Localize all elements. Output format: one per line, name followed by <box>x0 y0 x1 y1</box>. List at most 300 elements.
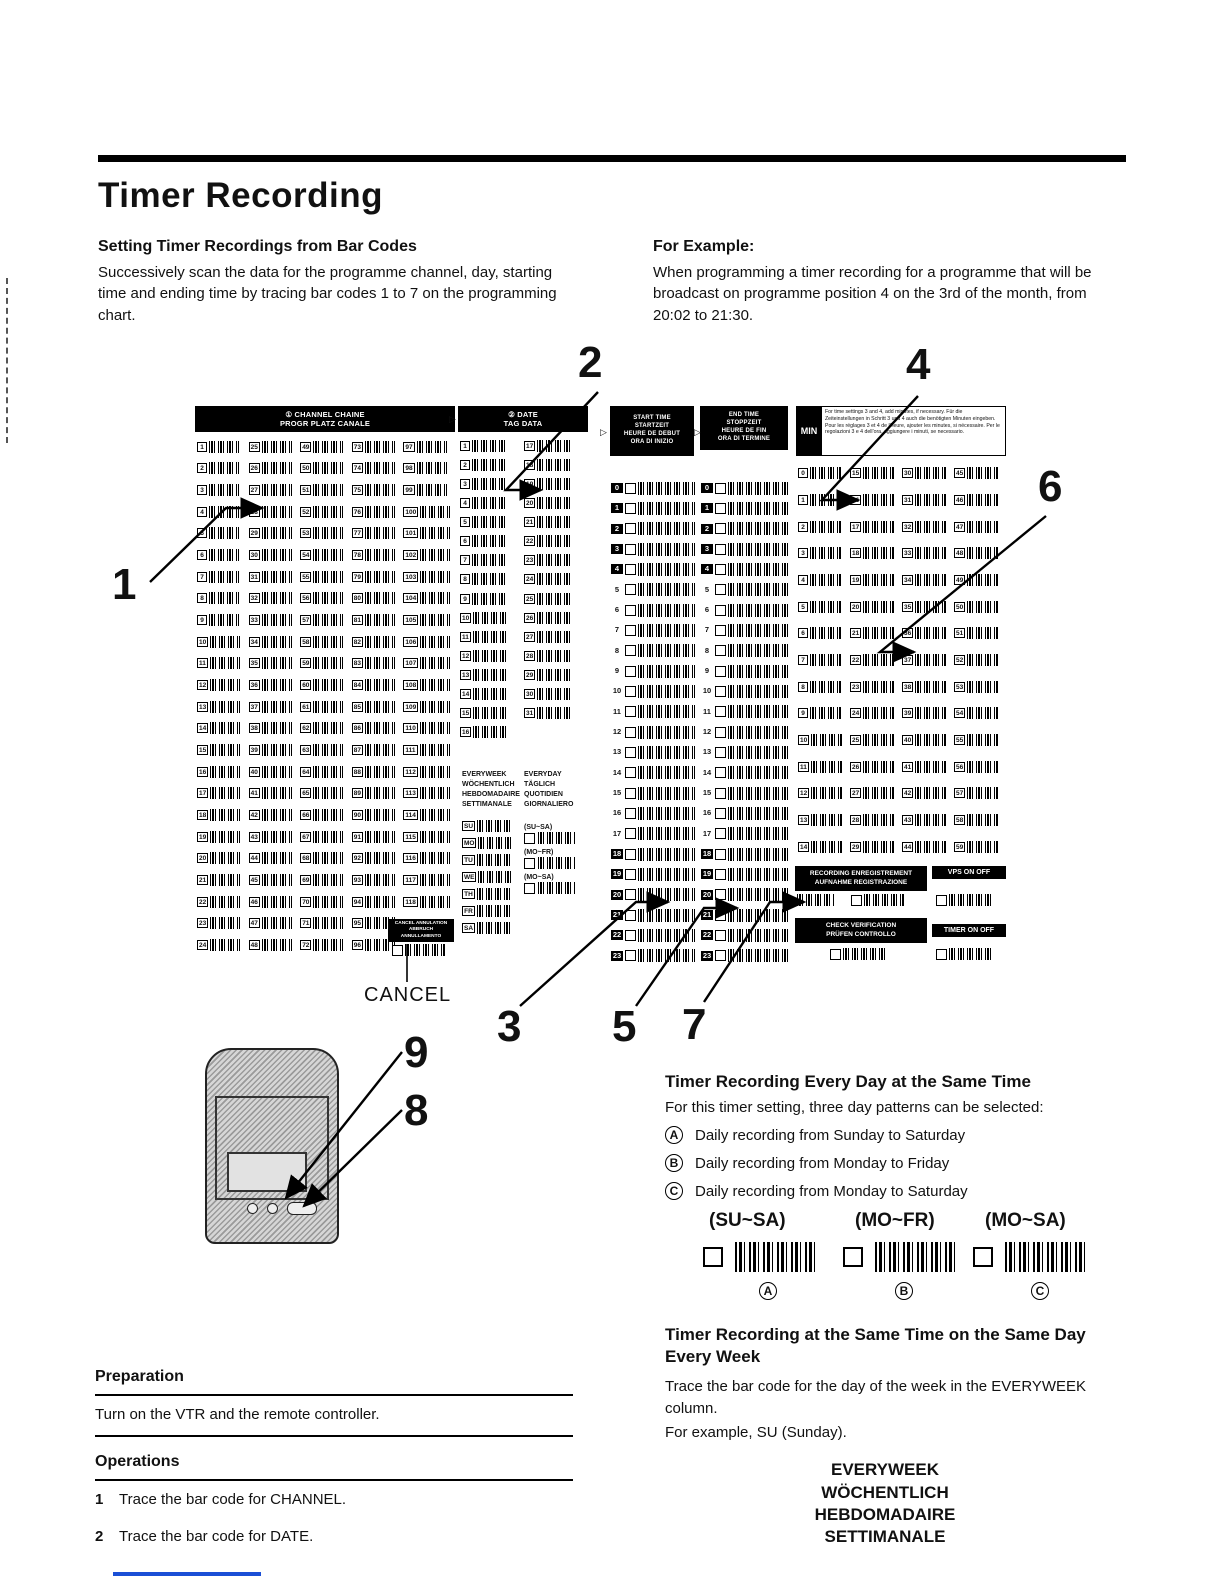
checkbox <box>625 686 636 697</box>
barcode-cell <box>524 513 588 532</box>
barcode-cell <box>524 723 588 742</box>
barcode-cell <box>300 783 352 805</box>
barcode <box>420 527 450 539</box>
cancel-barcode-label: CANCEL ANNULATION ABBRUCH ANNULLAMENTO <box>388 919 454 942</box>
checkbox <box>715 889 726 900</box>
barcode-cell <box>460 608 524 627</box>
barcode-cell <box>798 513 850 540</box>
barcode <box>967 467 999 479</box>
barcode <box>967 734 999 746</box>
checkbox <box>715 950 726 961</box>
barcode-cell <box>524 474 588 493</box>
barcode-cell <box>902 807 954 834</box>
barcode <box>262 679 292 691</box>
cell-number: 56 <box>302 595 310 603</box>
barcode <box>537 688 573 700</box>
cell-number: 113 <box>405 790 416 798</box>
cell-number: 109 <box>405 703 417 711</box>
barcode <box>477 820 511 832</box>
barcode-cell <box>352 891 404 913</box>
barcode <box>967 547 999 559</box>
barcode-cell <box>611 885 695 905</box>
barcode <box>967 627 999 639</box>
cell-number: 11 <box>462 633 469 641</box>
checkbox <box>715 666 726 677</box>
barcode <box>638 563 695 576</box>
cell-number: 23 <box>526 557 534 565</box>
barcode <box>638 766 695 779</box>
barcode <box>313 787 343 799</box>
cell-number: 24 <box>852 710 860 718</box>
barcode <box>967 521 999 533</box>
remote-controller-illustration <box>205 1048 339 1244</box>
barcode <box>728 848 789 861</box>
barcode-cell <box>850 753 902 780</box>
barcode-cell <box>352 696 404 718</box>
barcode-cell <box>403 458 455 480</box>
pattern-key: C <box>1031 1282 1049 1300</box>
barcode <box>915 761 947 773</box>
barcode-cell <box>249 783 301 805</box>
cell-number: 1 <box>701 503 713 513</box>
cell-number: 65 <box>302 790 310 798</box>
cell-number: 22 <box>852 656 860 664</box>
cell-number: 6 <box>704 605 710 615</box>
barcode-cell <box>701 946 789 966</box>
checkbox <box>625 564 636 575</box>
cell-number: 3 <box>701 544 713 554</box>
pattern-barcode-group <box>843 1242 957 1272</box>
cell-number: 24 <box>526 576 534 584</box>
cell-number: 38 <box>250 725 258 733</box>
barcode-cell <box>954 727 1006 754</box>
cell-number: 25 <box>852 736 860 744</box>
barcode <box>365 722 395 734</box>
end-time-panel-header <box>700 406 788 450</box>
cell-number: 88 <box>353 768 362 776</box>
barcode <box>365 549 395 561</box>
cell-number: 57 <box>956 790 964 798</box>
barcode <box>915 627 947 639</box>
barcode <box>420 506 450 518</box>
cell-number: 59 <box>956 843 964 851</box>
barcode <box>210 722 240 734</box>
checkbox <box>715 544 726 555</box>
barcode <box>262 549 292 561</box>
barcode <box>313 766 343 778</box>
cell-number: 64 <box>302 768 310 776</box>
barcode-cell <box>249 436 301 458</box>
everyweek-body2: For example, SU (Sunday). <box>665 1423 847 1441</box>
barcode <box>728 624 789 637</box>
barcode <box>728 949 789 962</box>
barcode-cell <box>300 869 352 891</box>
weekday-barcode-cell <box>462 871 512 883</box>
callout-8: 8 <box>404 1086 429 1135</box>
cell-number: 117 <box>405 877 416 885</box>
barcode-cell <box>300 826 352 848</box>
barcode <box>638 583 695 596</box>
intro-right-heading: For Example: <box>653 238 755 255</box>
barcode-cell <box>850 807 902 834</box>
cell-number: 23 <box>702 950 712 960</box>
cell-number: 3 <box>460 479 470 489</box>
barcode <box>420 657 450 669</box>
barcode <box>313 657 343 669</box>
cell-number: 29 <box>526 672 534 680</box>
cell-number: 17 <box>702 828 712 838</box>
barcode-cell <box>352 523 404 545</box>
barcode-cell <box>701 885 789 905</box>
cell-number: 26 <box>250 465 258 473</box>
barcode <box>365 657 395 669</box>
barcode <box>863 654 895 666</box>
barcode <box>262 657 292 669</box>
panel-arrow-icon: ▷ <box>694 427 701 437</box>
barcode-cell <box>300 913 352 935</box>
cell-number: 36 <box>904 630 912 638</box>
barcode <box>638 644 695 657</box>
option-text: Daily recording from Sunday to Saturday <box>695 1126 966 1144</box>
barcode-cell <box>954 567 1006 594</box>
checkbox <box>715 706 726 717</box>
scan-artifact-blue-line <box>113 1572 261 1576</box>
cell-number: 6 <box>197 550 207 560</box>
barcode-cell <box>300 718 352 740</box>
barcode-cell <box>611 600 695 620</box>
weekday-label: FR <box>462 906 475 916</box>
barcode <box>210 701 240 713</box>
cell-number: 15 <box>612 788 622 798</box>
barcode-cell <box>798 833 850 860</box>
barcode <box>262 917 292 929</box>
intro-right-body: When programming a timer recording for a programme that will be broadcast on programme position 4 on the 3rd of the month, from 20:02 to 21:30. <box>653 264 1092 324</box>
barcode <box>262 939 292 951</box>
barcode <box>365 766 395 778</box>
barcode <box>728 787 789 800</box>
barcode-cell <box>300 631 352 653</box>
barcode <box>728 685 789 698</box>
everyweek-words-line: EVERYWEEK <box>462 771 507 778</box>
barcode <box>863 601 895 613</box>
cell-number: 10 <box>612 686 622 696</box>
barcode <box>210 831 240 843</box>
barcode-cell <box>197 588 249 610</box>
barcode <box>313 722 343 734</box>
barcode-cell <box>902 513 954 540</box>
barcode-cell <box>524 436 588 455</box>
cell-number: 12 <box>702 727 712 737</box>
cell-number: 18 <box>852 550 860 558</box>
barcode-cell <box>954 513 1006 540</box>
day-pattern <box>524 849 588 869</box>
barcode <box>728 644 789 657</box>
barcode <box>262 787 292 799</box>
cell-number: 5 <box>197 528 207 538</box>
barcode <box>313 917 343 929</box>
barcode <box>365 896 395 908</box>
barcode <box>210 636 240 648</box>
barcode <box>365 744 395 756</box>
barcode <box>638 787 695 800</box>
checkbox <box>715 605 726 616</box>
cell-number: 74 <box>353 465 362 473</box>
barcode <box>537 440 573 452</box>
barcode <box>810 627 842 639</box>
barcode-cell <box>902 487 954 514</box>
cell-number: 7 <box>798 655 808 665</box>
barcode-cell <box>902 620 954 647</box>
everyday-words <box>524 770 586 811</box>
checkbox <box>715 645 726 656</box>
barcode <box>210 679 240 691</box>
cell-number: 0 <box>701 483 713 493</box>
barcode-cell <box>798 727 850 754</box>
cell-number: 82 <box>353 638 362 646</box>
cell-number: 24 <box>199 942 207 950</box>
cell-number: 26 <box>526 614 534 622</box>
option-text: Daily recording from Monday to Saturday <box>695 1182 968 1200</box>
barcode-cell <box>197 848 249 870</box>
weekday-label: TU <box>462 855 475 865</box>
cell-number: 76 <box>353 508 362 516</box>
cell-number: 15 <box>462 710 470 718</box>
cell-number: 6 <box>460 536 470 546</box>
barcode <box>538 832 576 844</box>
cell-number: 116 <box>405 855 416 863</box>
barcode-cell <box>611 844 695 864</box>
checkbox <box>625 747 636 758</box>
cell-number: 39 <box>250 747 258 755</box>
cell-number: 103 <box>405 573 417 581</box>
cell-number: 5 <box>798 602 808 612</box>
start-time-panel-header-line: ORA DI INIZIO <box>630 438 674 445</box>
barcode-cell <box>460 685 524 704</box>
barcode <box>420 614 450 626</box>
barcode-cell <box>954 807 1006 834</box>
pattern-keys-row <box>665 1282 1105 1306</box>
barcode <box>863 627 895 639</box>
weekday-barcode-cell <box>462 854 512 866</box>
cell-number: 54 <box>956 710 964 718</box>
barcode <box>537 516 573 528</box>
barcode <box>967 787 999 799</box>
barcode-cell <box>403 479 455 501</box>
cell-number: 9 <box>614 666 620 676</box>
barcode-cell <box>197 761 249 783</box>
barcode-cell <box>701 864 789 884</box>
cell-number: 19 <box>526 480 534 488</box>
cell-number: 72 <box>302 942 310 950</box>
cell-number: 2 <box>611 524 623 534</box>
cell-number: 40 <box>250 768 258 776</box>
barcode <box>420 787 450 799</box>
barcode <box>420 571 450 583</box>
barcode-cell <box>249 479 301 501</box>
barcode-cell <box>249 848 301 870</box>
barcode-cell <box>611 824 695 844</box>
intro-left <box>98 238 576 326</box>
weekday-label: SU <box>464 823 474 830</box>
barcode-cell <box>352 631 404 653</box>
barcode <box>365 852 395 864</box>
barcode-cell <box>460 436 524 455</box>
barcode-cell <box>902 753 954 780</box>
everyweek-words-block-line: HEBDOMADAIRE <box>814 1504 956 1524</box>
barcode-cell <box>524 646 588 665</box>
barcode <box>863 841 895 853</box>
barcode-cell <box>460 627 524 646</box>
barcode-cell <box>902 727 954 754</box>
barcode <box>537 631 573 643</box>
cell-number: 48 <box>250 942 258 950</box>
barcode-cell <box>611 803 695 823</box>
barcode-cell <box>300 501 352 523</box>
barcode-cell <box>611 641 695 661</box>
cell-number: 69 <box>302 877 310 885</box>
barcode-cell <box>249 696 301 718</box>
cell-number: 61 <box>302 703 310 711</box>
checkbox <box>715 747 726 758</box>
barcode-cell <box>460 551 524 570</box>
weekday-column <box>462 820 512 934</box>
cell-number: 5 <box>614 584 620 594</box>
cell-number: 11 <box>800 763 807 771</box>
barcode <box>262 441 292 453</box>
barcode <box>638 685 695 698</box>
barcode-cell <box>249 566 301 588</box>
cell-number: 52 <box>302 508 310 516</box>
barcode <box>473 612 509 624</box>
barcode-cell <box>611 864 695 884</box>
barcode-cell <box>249 588 301 610</box>
cell-number: 4 <box>701 564 713 574</box>
barcode-cell <box>249 653 301 675</box>
barcode-cell <box>850 833 902 860</box>
barcode-cell <box>611 559 695 579</box>
barcode-cell <box>300 653 352 675</box>
pattern-label: (MO~SA) <box>985 1210 1066 1231</box>
cell-number: 12 <box>612 727 622 737</box>
callout-5: 5 <box>612 1002 637 1051</box>
cell-number: 21 <box>852 630 860 638</box>
cell-number: 42 <box>250 812 258 820</box>
cell-number: 46 <box>956 496 964 504</box>
barcode-cell <box>611 783 695 803</box>
barcode <box>420 679 450 691</box>
cell-number: 47 <box>250 920 258 928</box>
barcode <box>638 888 695 901</box>
barcode-cell <box>701 925 789 945</box>
checkbox <box>843 1247 863 1267</box>
cell-number: 11 <box>703 706 711 716</box>
barcode <box>638 543 695 556</box>
cell-number: 97 <box>405 443 413 451</box>
everyweek-words-line: SETTIMANALE <box>462 801 512 809</box>
step-number: 1 <box>95 1491 104 1508</box>
cell-number: 19 <box>199 833 207 841</box>
barcode <box>365 527 395 539</box>
barcode-cell <box>403 804 455 826</box>
checkbox <box>625 605 636 616</box>
barcode <box>262 874 292 886</box>
checkbox <box>715 686 726 697</box>
barcode <box>864 894 904 906</box>
barcode <box>473 631 509 643</box>
barcode <box>473 707 509 719</box>
vps-header: VPS ON OFF <box>932 866 1006 879</box>
remote-button-icon <box>247 1203 258 1214</box>
cell-number: 50 <box>302 465 310 473</box>
barcode <box>210 809 240 821</box>
barcode-cell <box>850 513 902 540</box>
intro-left-heading: Setting Timer Recordings from Bar Codes <box>98 238 417 255</box>
barcode-cell <box>611 722 695 742</box>
barcode <box>843 948 887 960</box>
cell-number: 22 <box>612 930 622 940</box>
barcode-cell <box>300 458 352 480</box>
barcode-cell <box>197 826 249 848</box>
cell-number: 86 <box>353 725 362 733</box>
barcode <box>365 462 395 474</box>
barcode <box>728 766 789 779</box>
barcode-cell <box>850 540 902 567</box>
barcode <box>365 571 395 583</box>
min-grid <box>798 460 1006 860</box>
barcode <box>262 701 292 713</box>
barcode <box>210 917 240 929</box>
barcode-cell <box>798 620 850 647</box>
barcode <box>365 614 395 626</box>
cell-number: 51 <box>302 487 310 495</box>
barcode-cell <box>197 783 249 805</box>
barcode-cell <box>403 848 455 870</box>
barcode-cell <box>701 783 789 803</box>
barcode <box>967 761 999 773</box>
cell-number: 13 <box>612 747 622 757</box>
barcode <box>313 874 343 886</box>
cell-number: 20 <box>702 889 712 899</box>
cell-number: 2 <box>798 522 808 532</box>
cell-number: 26 <box>852 763 860 771</box>
checkbox <box>625 483 636 494</box>
cell-number: 21 <box>199 877 207 885</box>
barcode <box>915 734 947 746</box>
cell-number: 1 <box>197 442 207 452</box>
cell-number: 1 <box>611 503 623 513</box>
barcode <box>420 701 450 713</box>
barcode <box>262 852 292 864</box>
barcode-cell <box>850 487 902 514</box>
cell-number: 32 <box>904 523 912 531</box>
barcode-cell <box>798 460 850 487</box>
cell-number: 112 <box>405 768 416 776</box>
cell-number: 7 <box>460 555 470 565</box>
barcode <box>638 726 695 739</box>
barcode-cell <box>524 455 588 474</box>
cell-number: 7 <box>197 572 207 582</box>
barcode <box>262 766 292 778</box>
cell-number: 8 <box>614 645 620 655</box>
checkbox <box>625 930 636 941</box>
barcode <box>863 734 895 746</box>
barcode-cell <box>850 700 902 727</box>
check-header-line2: PRÜFEN CONTROLLO <box>826 930 896 938</box>
weekday-barcode-cell <box>462 837 512 849</box>
barcode <box>967 707 999 719</box>
barcode <box>210 657 240 669</box>
cell-number: 102 <box>405 552 417 560</box>
